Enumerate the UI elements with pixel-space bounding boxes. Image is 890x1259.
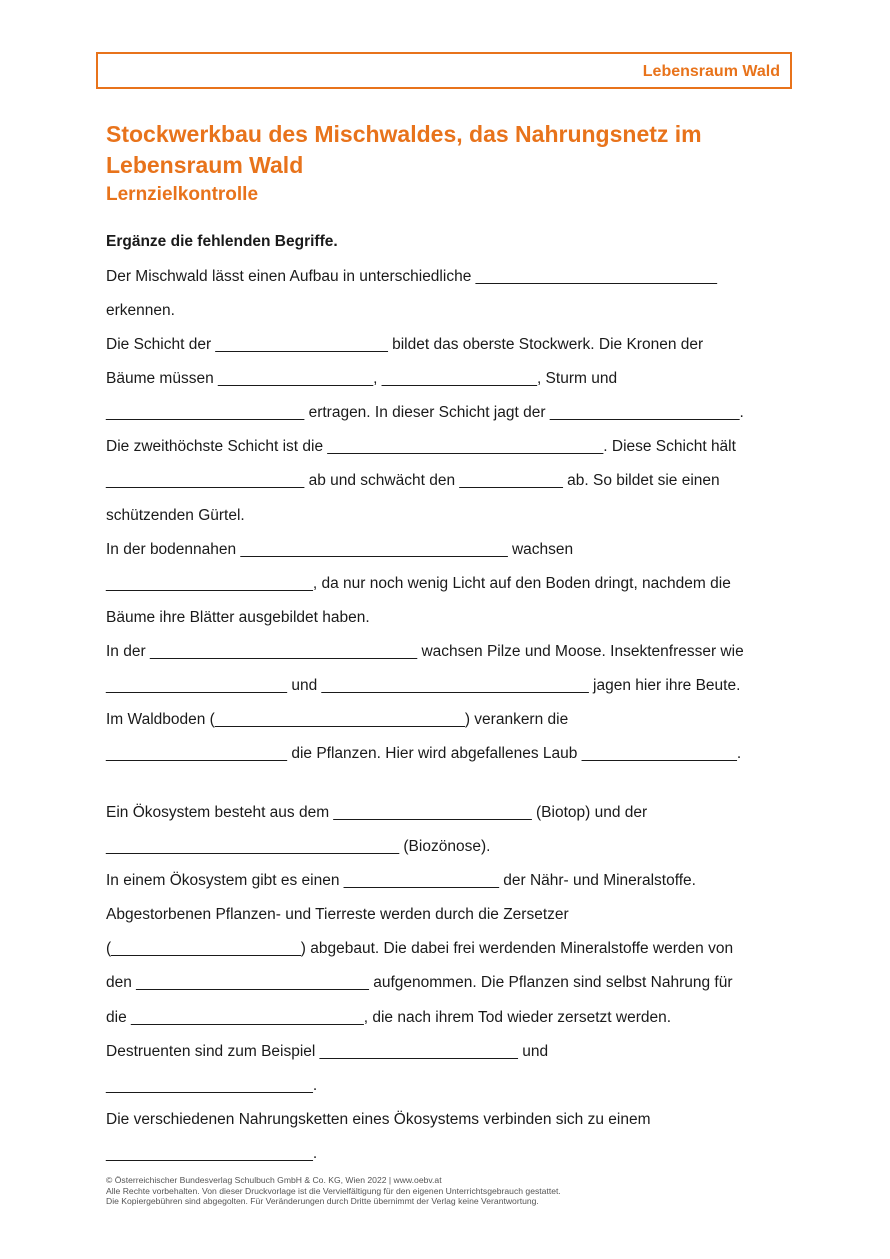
header-box bbox=[96, 52, 792, 89]
text-line: Der Mischwald lässt einen Aufbau in unterschiedliche ____________________________ bbox=[106, 268, 717, 285]
page-subtitle: Lernzielkontrolle bbox=[106, 184, 259, 205]
text-line: Die zweithöchste Schicht ist die ________________________________. Diese Schicht hält bbox=[106, 438, 736, 455]
text-line: ________________________, da nur noch wenig Licht auf den Boden dringt, nachdem die bbox=[106, 575, 731, 592]
text-line: Abgestorbenen Pflanzen- und Tierreste werden durch die Zersetzer bbox=[106, 906, 569, 923]
text-line: die ___________________________, die nach ihrem Tod wieder zersetzt werden. bbox=[106, 1009, 672, 1026]
text-line: In einem Ökosystem gibt es einen __________________ der Nähr- und Mineralstoffe. bbox=[106, 872, 696, 889]
text-line: Die Schicht der ____________________ bildet das oberste Stockwerk. Die Kronen der bbox=[106, 336, 704, 353]
header-label: Lebensraum Wald bbox=[642, 63, 780, 80]
text-line: schützenden Gürtel. bbox=[106, 507, 245, 524]
footer-line: © Österreichischer Bundesverlag Schulbuch GmbH & Co. KG, Wien 2022 | www.oebv.at bbox=[106, 1175, 442, 1185]
copyright-footer bbox=[106, 1175, 561, 1207]
text-line: Bäume müssen __________________, __________________, Sturm und bbox=[106, 370, 618, 387]
page-title bbox=[106, 119, 806, 181]
text-line: erkennen. bbox=[106, 302, 175, 319]
text-line: _____________________ die Pflanzen. Hier wird abgefallenes Laub __________________. bbox=[106, 745, 742, 762]
text-line: (______________________) abgebaut. Die dabei frei werdenden Mineralstoffe werden von bbox=[106, 940, 734, 957]
title-line-1: Stockwerkbau des Mischwaldes, das Nahrungsnetz im bbox=[106, 121, 702, 147]
text-line: Die verschiedenen Nahrungsketten eines Ökosystems verbinden sich zu einem bbox=[106, 1111, 651, 1128]
text-line: In der _______________________________ wachsen Pilze und Moose. Insektenfresser wie bbox=[106, 643, 744, 660]
text-line: Ein Ökosystem besteht aus dem _______________________ (Biotop) und der bbox=[106, 804, 648, 821]
footer-line: Die Kopiergebühren sind abgegolten. Für Veränderungen durch Dritte übernimmt der Verlag keine Verantwortung. bbox=[106, 1196, 539, 1206]
text-line: ________________________. bbox=[106, 1145, 318, 1162]
title-line-2: Lebensraum Wald bbox=[106, 152, 304, 178]
text-line: _____________________ und _______________________________ jagen hier ihre Beute. bbox=[106, 677, 741, 694]
text-line: __________________________________ (Biozönose). bbox=[106, 838, 491, 855]
text-line: Destruenten sind zum Beispiel _______________________ und bbox=[106, 1043, 549, 1060]
text-line: In der bodennahen _______________________________ wachsen bbox=[106, 541, 574, 558]
text-line: _______________________ ertragen. In dieser Schicht jagt der ______________________. bbox=[106, 404, 744, 421]
task-instruction: Ergänze die fehlenden Begriffe. bbox=[106, 233, 338, 250]
text-line: Bäume ihre Blätter ausgebildet haben. bbox=[106, 609, 370, 626]
text-line: _______________________ ab und schwächt den ____________ ab. So bildet sie einen bbox=[106, 472, 720, 489]
footer-line: Alle Rechte vorbehalten. Von dieser Druckvorlage ist die Vervielfältigung für den eigenen Unterrichtsgebrauch gestattet. bbox=[106, 1185, 561, 1196]
text-line: Im Waldboden (_____________________________) verankern die bbox=[106, 711, 569, 728]
text-line: ________________________. bbox=[106, 1077, 318, 1094]
text-line: den ___________________________ aufgenommen. Die Pflanzen sind selbst Nahrung für bbox=[106, 974, 733, 991]
